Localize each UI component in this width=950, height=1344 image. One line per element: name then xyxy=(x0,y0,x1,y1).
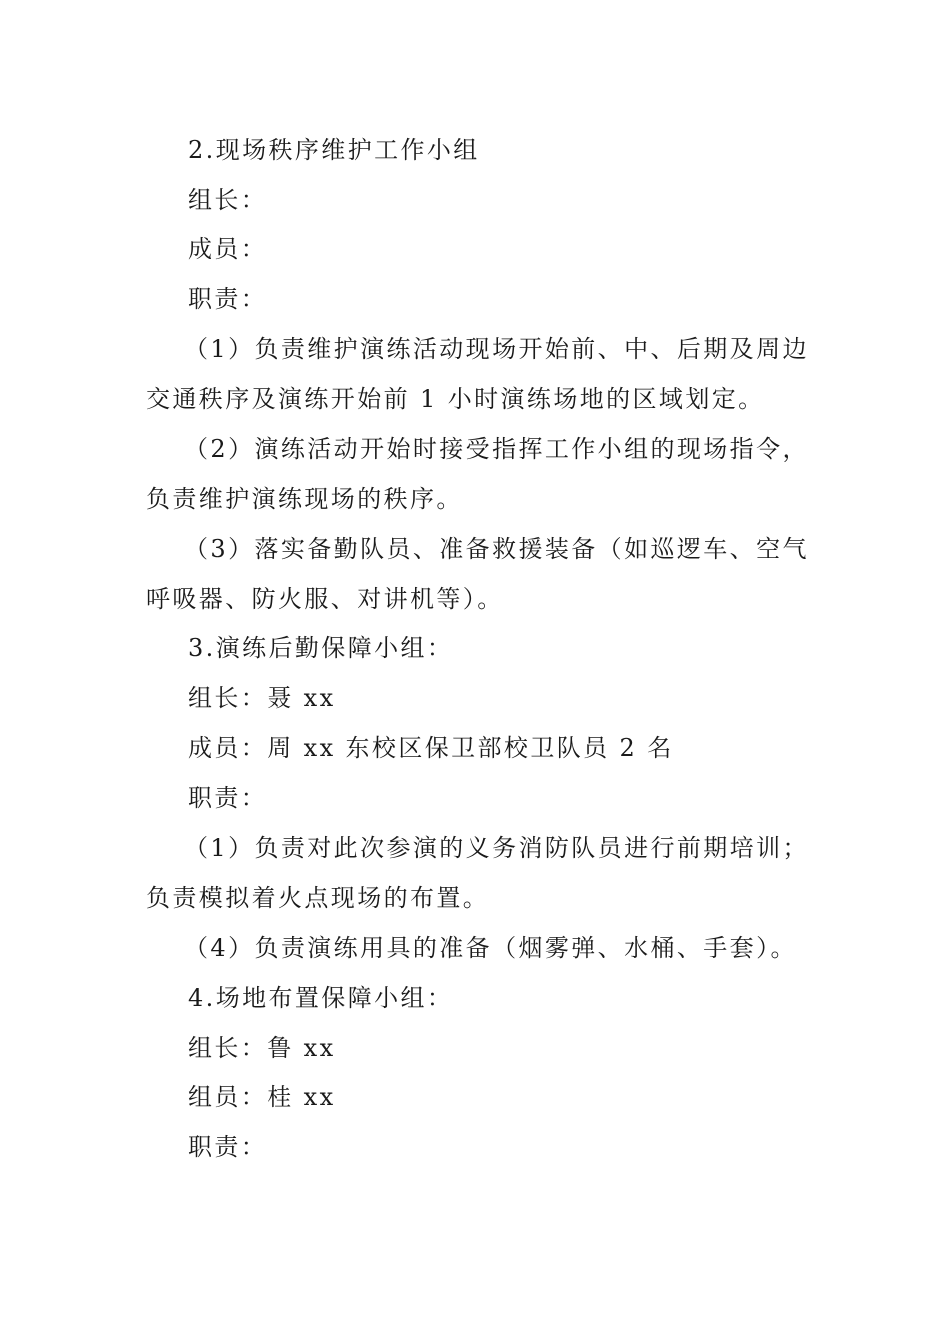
section-heading-venue-setup: 4.场地布置保障小组： xyxy=(188,984,454,1012)
duty-item-1-continued: 交通秩序及演练开始前 1 小时演练场地的区域划定。 xyxy=(146,385,765,413)
venue-leader-line: 组长：鲁 xx xyxy=(188,1034,336,1062)
logistics-duty-item-4: （4）负责演练用具的准备（烟雾弹、水桶、手套）。 xyxy=(184,934,797,962)
logistics-leader-line: 组长：聂 xx xyxy=(188,684,336,712)
venue-duties-label: 职责： xyxy=(188,1133,268,1161)
team-members-line: 成员： xyxy=(188,235,268,263)
duty-item-1: （1）负责维护演练活动现场开始前、中、后期及周边 xyxy=(184,335,809,363)
duty-item-2-continued: 负责维护演练现场的秩序。 xyxy=(146,485,463,513)
section-heading-logistics: 3.演练后勤保障小组： xyxy=(188,634,454,662)
duties-label: 职责： xyxy=(188,285,268,313)
section-heading-site-order: 2.现场秩序维护工作小组 xyxy=(188,136,480,164)
venue-members-line: 组员：桂 xx xyxy=(188,1083,336,1111)
duty-item-3-continued: 呼吸器、防火服、对讲机等）。 xyxy=(146,585,504,613)
logistics-duty-item-1-continued: 负责模拟着火点现场的布置。 xyxy=(146,884,490,912)
team-leader-line: 组长： xyxy=(188,186,268,214)
duty-item-3: （3）落实备勤队员、准备救援装备（如巡逻车、空气 xyxy=(184,535,809,563)
logistics-members-line: 成员：周 xx 东校区保卫部校卫队员 2 名 xyxy=(188,734,674,762)
duty-item-2: （2）演练活动开始时接受指挥工作小组的现场指令， xyxy=(184,435,809,463)
logistics-duty-item-1: （1）负责对此次参演的义务消防队员进行前期培训； xyxy=(184,834,809,862)
logistics-duties-label: 职责： xyxy=(188,784,268,812)
